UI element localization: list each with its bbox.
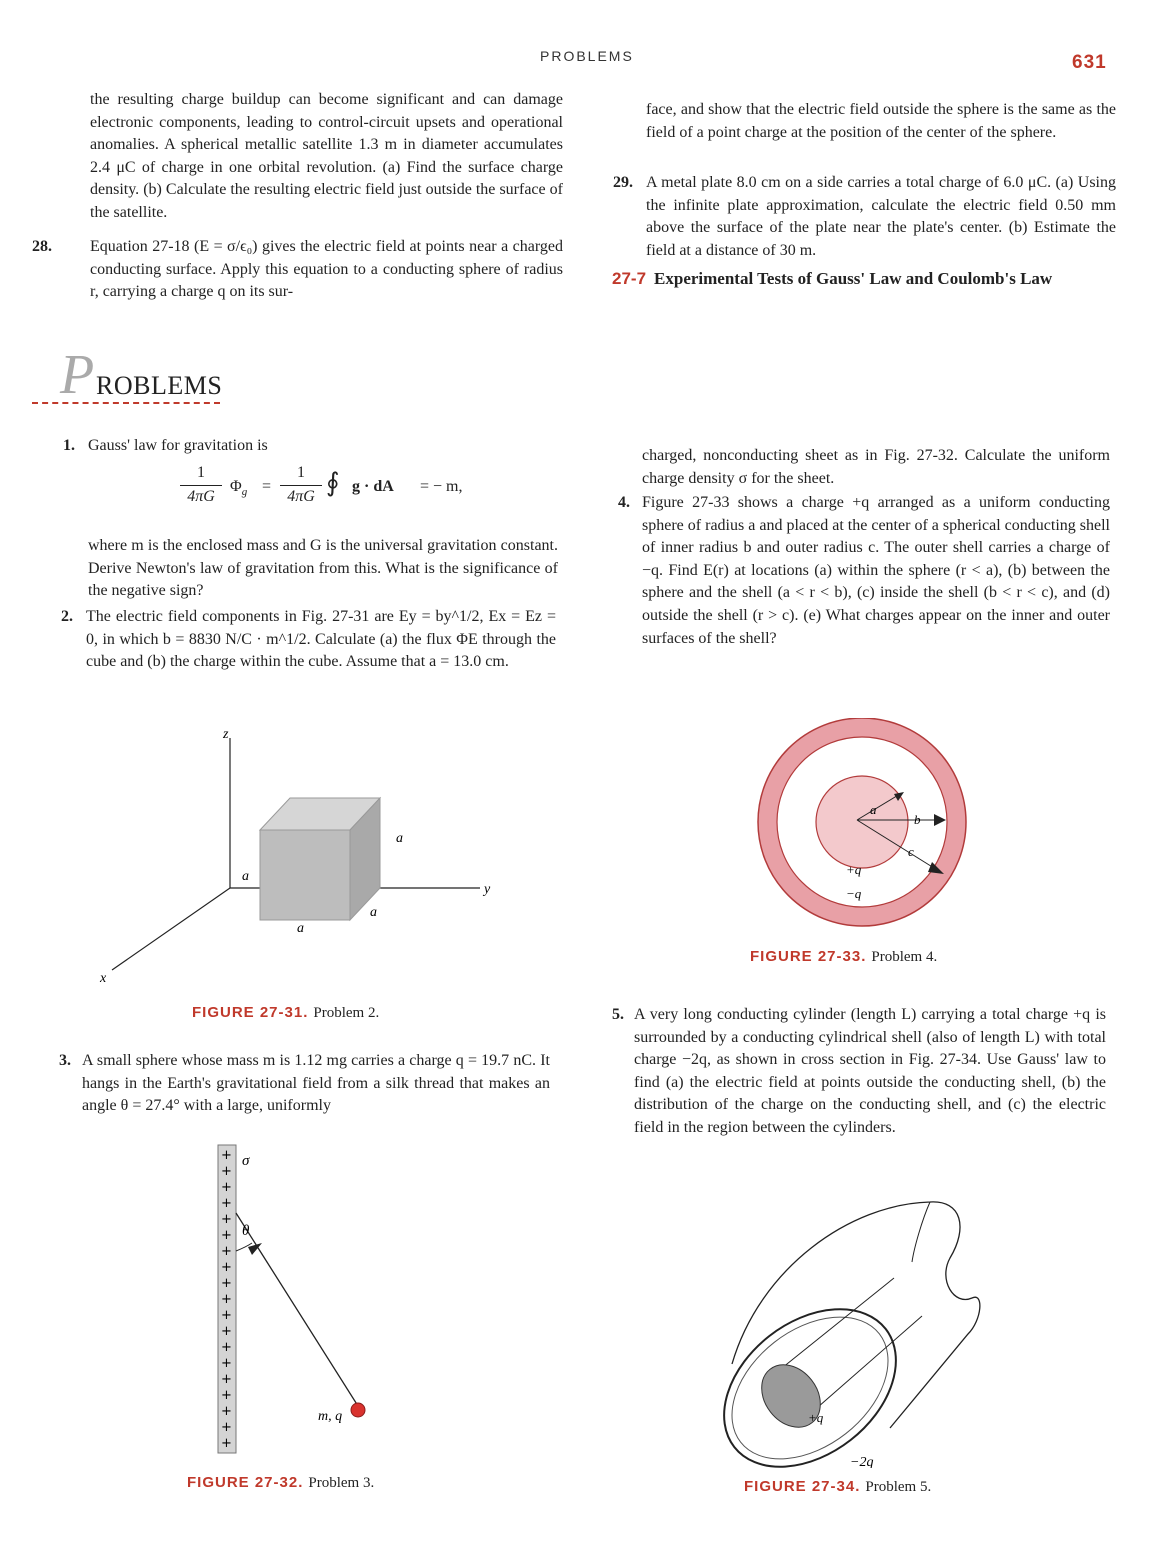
label-a-depth: a <box>370 905 377 920</box>
label-a: a <box>870 802 877 817</box>
problem-29-text: A metal plate 8.0 cm on a side carries a total charge of 6.0 μC. (a) Using the infinite plate approximation, calculate the electric field 0.50 mm above the surface of the plate near the plate's center. (b) Estimate the field at a distance of 30 m. <box>646 174 1116 259</box>
problem-4-text: Figure 27-33 shows a charge +q arranged as a uniform conducting sphere of radius a and placed at the center of a spherical conducting shell of inner radius b and outer radius c. The outer shell carries a charge of −q. Find E(r) at locations (a) within the sphere (r < a), (b) between the sphere and the shell (a < r < b), (c) inside the shell (b < r < c), and (d) outside the shell (r > c). (e) What charges appear on the inner and outer surfaces of the shell? <box>642 494 1110 647</box>
charged-sphere <box>351 1403 365 1417</box>
problem-2 <box>61 606 556 674</box>
plus-sign: + <box>221 1212 232 1227</box>
label-plus-q: +q <box>846 862 862 877</box>
label-y: y <box>484 882 491 897</box>
problem-1-intro <box>63 435 558 458</box>
continued-problem-text: the resulting charge buildup can become significant and can damage electronic components, leading to control-circuit upsets and operational anomalies. A spherical metallic satellite 1.3 m in diameter accumulates 2.4 μC of charge in one orbital revolution. (a) Find the surface charge density. (b) Calculate the resulting electric field just outside the surface of the satellite. <box>90 91 563 221</box>
figure-27-33-label: FIGURE 27-33. <box>750 948 867 965</box>
plus-sign: + <box>221 1260 232 1275</box>
eq-phi-symbol: Φ <box>230 478 242 495</box>
figure-27-32-label: FIGURE 27-32. <box>187 1474 304 1491</box>
plus-sign: + <box>221 1228 232 1243</box>
problem-28-text: Equation 27-18 (E = σ/ϵ₀) gives the electric field at points near a charged conducting surface. Apply this equation to a conducting sphere of radius r, carrying a charge q on its sur- <box>90 238 563 301</box>
figure-27-34-caption <box>744 1478 931 1496</box>
eq-phi-sub: g <box>241 486 248 499</box>
figure-27-34 <box>700 1188 1020 1468</box>
eq-integrand: g · dA <box>352 478 394 495</box>
problem-3-continued: charged, nonconducting sheet as in Fig. 27-32. Calculate the uniform charge density σ for the sheet. <box>642 447 1110 487</box>
plus-sign: + <box>221 1420 232 1435</box>
problem-5-text: A very long conducting cylinder (length L) carrying a total charge +q is surrounded by a conducting cylindrical shell (also of length L) with total charge −2q, as shown in cross section in Fig. 27-34. Use Gauss' law to find (a) the electric field at points outside the conducting shell, (b) the distribution of the charge on the conducting shell, and (c) the electric field in the region between the cylinders. <box>634 1006 1106 1136</box>
plus-sign: + <box>221 1148 232 1163</box>
label-minus-q: −q <box>846 886 862 901</box>
silk-thread <box>236 1213 358 1406</box>
label-mass-charge: m, q <box>318 1409 343 1424</box>
plus-sign: + <box>221 1244 232 1259</box>
problem-28-number: 28. <box>32 238 52 255</box>
problems-heading-initial: P <box>60 344 95 406</box>
plus-sign: + <box>221 1356 232 1371</box>
problem-29 <box>613 172 1116 262</box>
problem-4 <box>618 492 1110 650</box>
eq-equals: = <box>262 478 272 495</box>
page-number: 631 <box>1072 52 1107 73</box>
figure-27-32 <box>200 1143 400 1465</box>
plus-sign: + <box>221 1340 232 1355</box>
eq-frac1-den: 4πG <box>187 488 215 505</box>
problem-5 <box>612 1004 1106 1140</box>
figure-27-34-caption-text: Problem 5. <box>865 1479 932 1495</box>
figure-27-31-caption <box>192 1004 379 1022</box>
label-theta: θ <box>242 1223 250 1239</box>
plus-sign: + <box>221 1180 232 1195</box>
eq-frac2-den: 4πG <box>287 488 315 505</box>
figure-27-31-label: FIGURE 27-31. <box>192 1004 309 1021</box>
problem-1-text: where m is the enclosed mass and G is the universal gravitation constant. Derive Newton's law of gravitation from this. What is the significance of the negative sign? <box>88 537 558 600</box>
cube-front-face <box>260 830 350 920</box>
plus-sign: + <box>221 1436 232 1451</box>
section-title: Experimental Tests of Gauss' Law and Coulomb's Law <box>654 269 1053 288</box>
problem-1-intro-text: Gauss' law for gravitation is <box>88 437 268 454</box>
label-a-left: a <box>242 869 249 884</box>
plus-signs <box>221 1148 232 1451</box>
label-a-right: a <box>396 831 403 846</box>
label-a-bottom: a <box>297 921 304 936</box>
section-number: 27-7 <box>612 269 647 288</box>
eq-rhs: = − m, <box>420 478 463 495</box>
problem-1-number: 1. <box>63 437 75 454</box>
plus-sign: + <box>221 1404 232 1419</box>
figure-27-33-caption <box>750 948 937 966</box>
problem-29-number: 29. <box>613 174 633 191</box>
eq-frac2-num: 1 <box>297 464 305 481</box>
problem-3-number: 3. <box>59 1052 71 1069</box>
figure-27-34-label: FIGURE 27-34. <box>744 1478 861 1495</box>
plus-sign: + <box>221 1388 232 1403</box>
label-x: x <box>100 971 107 986</box>
problem-4-number: 4. <box>618 494 630 511</box>
section-heading <box>612 268 1112 290</box>
figure-27-31 <box>90 720 520 990</box>
continued-problem-28-text: face, and show that the electric field outside the sphere is the same as the field of a point charge at the position of the center of the sphere. <box>646 101 1116 141</box>
label-b: b <box>914 812 921 827</box>
label-sigma: σ <box>242 1153 250 1169</box>
closed-integral-icon: ∮ <box>326 468 340 497</box>
problem-3 <box>59 1050 550 1118</box>
problem-2-number: 2. <box>61 608 73 625</box>
running-title: PROBLEMS <box>540 48 634 64</box>
heading-dashed-rule <box>32 402 220 404</box>
eq-frac1-bar <box>180 485 222 486</box>
plus-sign: + <box>221 1164 232 1179</box>
problem-5-number: 5. <box>612 1006 624 1023</box>
figure-27-31-caption-text: Problem 2. <box>313 1005 380 1021</box>
label-z: z <box>223 727 229 742</box>
figure-27-32-caption-text: Problem 3. <box>308 1475 375 1491</box>
plus-sign: + <box>221 1292 232 1307</box>
problem-3-text: A small sphere whose mass m is 1.12 mg carries a charge q = 19.7 nC. It hangs in the Earth's gravitational field from a silk thread that makes an angle θ = 27.4° with a large, uniformly <box>82 1052 550 1115</box>
figure-27-33-caption-text: Problem 4. <box>871 949 938 965</box>
plus-sign: + <box>221 1276 232 1291</box>
plus-sign: + <box>221 1196 232 1211</box>
figure-27-32-caption <box>187 1474 374 1492</box>
problem-2-text: The electric field components in Fig. 27-31 are Ey = by^1/2, Ex = Ez = 0, in which b = 8830 N/C · m^1/2. Calculate (a) the flux ΦE through the cube and (b) the charge within the cube. Assume that a = 13.0 cm. <box>86 608 556 671</box>
eq-phi <box>230 478 247 498</box>
problems-heading-rest: ROBLEMS <box>96 371 223 400</box>
eq-frac2-bar <box>280 485 322 486</box>
plus-sign: + <box>221 1372 232 1387</box>
problem-28 <box>32 236 563 304</box>
label-minus-2q: −2q <box>850 1455 874 1468</box>
inner-sphere <box>816 776 908 868</box>
gauss-gravity-equation <box>180 464 510 524</box>
figure-27-33 <box>740 718 990 958</box>
label-plus-q: +q <box>808 1410 824 1425</box>
plus-sign: + <box>221 1324 232 1339</box>
plus-sign: + <box>221 1308 232 1323</box>
x-axis <box>112 888 230 970</box>
eq-frac1-num: 1 <box>197 464 205 481</box>
label-c: c <box>908 844 914 859</box>
thread-arrow-icon <box>248 1243 262 1255</box>
